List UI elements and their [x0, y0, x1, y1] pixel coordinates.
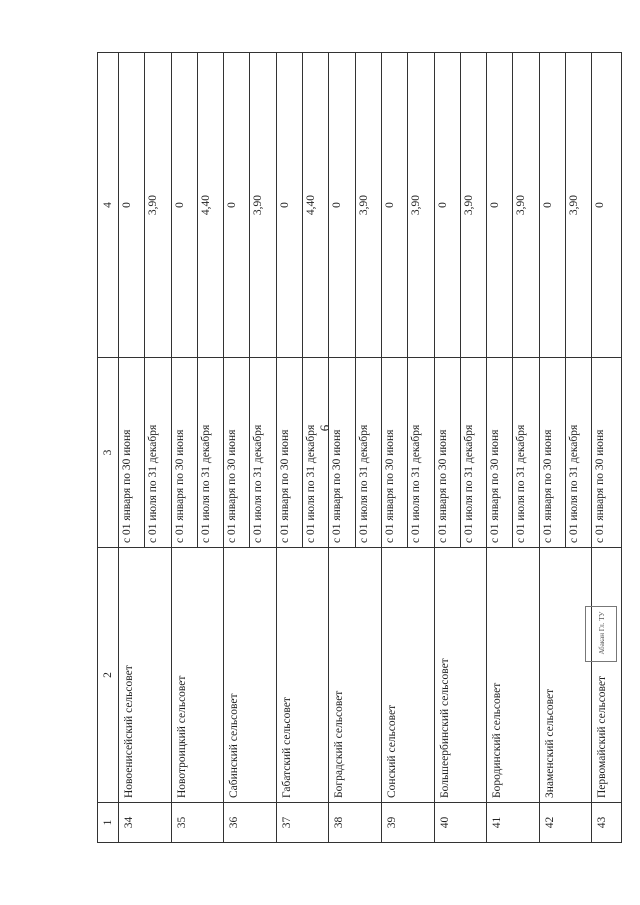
rate-cell: 4,40 — [197, 53, 223, 358]
rate-cell: 0 — [592, 53, 622, 358]
row-number: 41 — [487, 803, 540, 843]
rate-cell: 3,90 — [408, 53, 434, 358]
rate-cell: 3,90 — [250, 53, 276, 358]
table-row — [171, 53, 197, 843]
table-row — [276, 53, 302, 843]
period-cell: с 01 июля по 31 декабря — [145, 358, 171, 548]
table-row — [487, 53, 513, 843]
header-cell: 3 — [98, 358, 119, 548]
rate-cell: 0 — [119, 53, 145, 358]
table-row — [224, 53, 250, 843]
settlement-name: Первомайский сельсовет — [592, 548, 622, 803]
rate-cell: 3,90 — [513, 53, 539, 358]
row-number: 37 — [276, 803, 329, 843]
settlement-name: Большеербинский сельсовет — [434, 548, 487, 803]
period-cell: с 01 июля по 31 декабря — [250, 358, 276, 548]
settlement-name: Новотроицкий сельсовет — [171, 548, 224, 803]
period-cell: с 01 июля по 31 декабря — [408, 358, 434, 548]
period-cell: с 01 января по 30 июня — [171, 358, 197, 548]
settlement-name: Боградский сельсовет — [329, 548, 382, 803]
period-cell: с 01 января по 30 июня — [539, 358, 565, 548]
table-row — [381, 53, 407, 843]
table-row — [539, 53, 565, 843]
period-cell: с 01 января по 30 июня — [381, 358, 407, 548]
settlement-name: Габатский сельсовет — [276, 548, 329, 803]
period-cell: с 01 июля по 31 декабря — [303, 358, 329, 548]
rate-cell: 0 — [539, 53, 565, 358]
row-number: 43 — [592, 803, 622, 843]
row-number: 38 — [329, 803, 382, 843]
rate-cell: 3,90 — [355, 53, 381, 358]
header-cell: 4 — [98, 53, 119, 358]
table-row — [329, 53, 355, 843]
stamp — [585, 606, 617, 662]
rate-cell: 0 — [329, 53, 355, 358]
rate-cell: 0 — [224, 53, 250, 358]
period-cell: с 01 июля по 31 декабря — [513, 358, 539, 548]
tariff-table — [97, 52, 622, 843]
period-cell: с 01 января по 30 июня — [119, 358, 145, 548]
rate-cell: 0 — [434, 53, 460, 358]
row-number: 39 — [381, 803, 434, 843]
settlement-name: Бородинский сельсовет — [487, 548, 540, 803]
rate-cell: 3,90 — [145, 53, 171, 358]
table-row — [434, 53, 460, 843]
header-cell: 1 — [98, 803, 119, 843]
table-row — [592, 53, 622, 843]
period-cell: с 01 января по 30 июня — [592, 358, 622, 548]
row-number: 34 — [119, 803, 172, 843]
settlement-name: Сабинский сельсовет — [224, 548, 277, 803]
settlement-name: Знаменский сельсовет — [539, 548, 592, 803]
rate-cell: 3,90 — [566, 53, 592, 358]
period-cell: с 01 июля по 31 декабря — [355, 358, 381, 548]
period-cell: с 01 июля по 31 декабря — [197, 358, 223, 548]
rate-cell: 3,90 — [460, 53, 486, 358]
page-number: 6 — [317, 424, 332, 432]
header-cell: 2 — [98, 548, 119, 803]
row-number: 42 — [539, 803, 592, 843]
rate-cell: 4,40 — [303, 53, 329, 358]
settlement-name: Новоенисейский сельсовет — [119, 548, 172, 803]
row-number: 35 — [171, 803, 224, 843]
row-number: 40 — [434, 803, 487, 843]
settlement-name: Сонский сельсовет — [381, 548, 434, 803]
stamp-text: Абакан Гл. ТУ — [598, 611, 606, 655]
period-cell: с 01 июля по 31 декабря — [566, 358, 592, 548]
tariff-table-wrapper — [97, 53, 622, 843]
period-cell: с 01 января по 30 июня — [276, 358, 302, 548]
rate-cell: 0 — [276, 53, 302, 358]
period-cell: с 01 января по 30 июня — [329, 358, 355, 548]
period-cell: с 01 января по 30 июня — [434, 358, 460, 548]
rate-cell: 0 — [487, 53, 513, 358]
rate-cell: 0 — [171, 53, 197, 358]
table-header-row — [98, 53, 119, 843]
period-cell: с 01 января по 30 июня — [224, 358, 250, 548]
row-number: 36 — [224, 803, 277, 843]
period-cell: с 01 января по 30 июня — [487, 358, 513, 548]
period-cell: с 01 июля по 31 декабря — [460, 358, 486, 548]
rate-cell: 0 — [381, 53, 407, 358]
table-row — [119, 53, 145, 843]
